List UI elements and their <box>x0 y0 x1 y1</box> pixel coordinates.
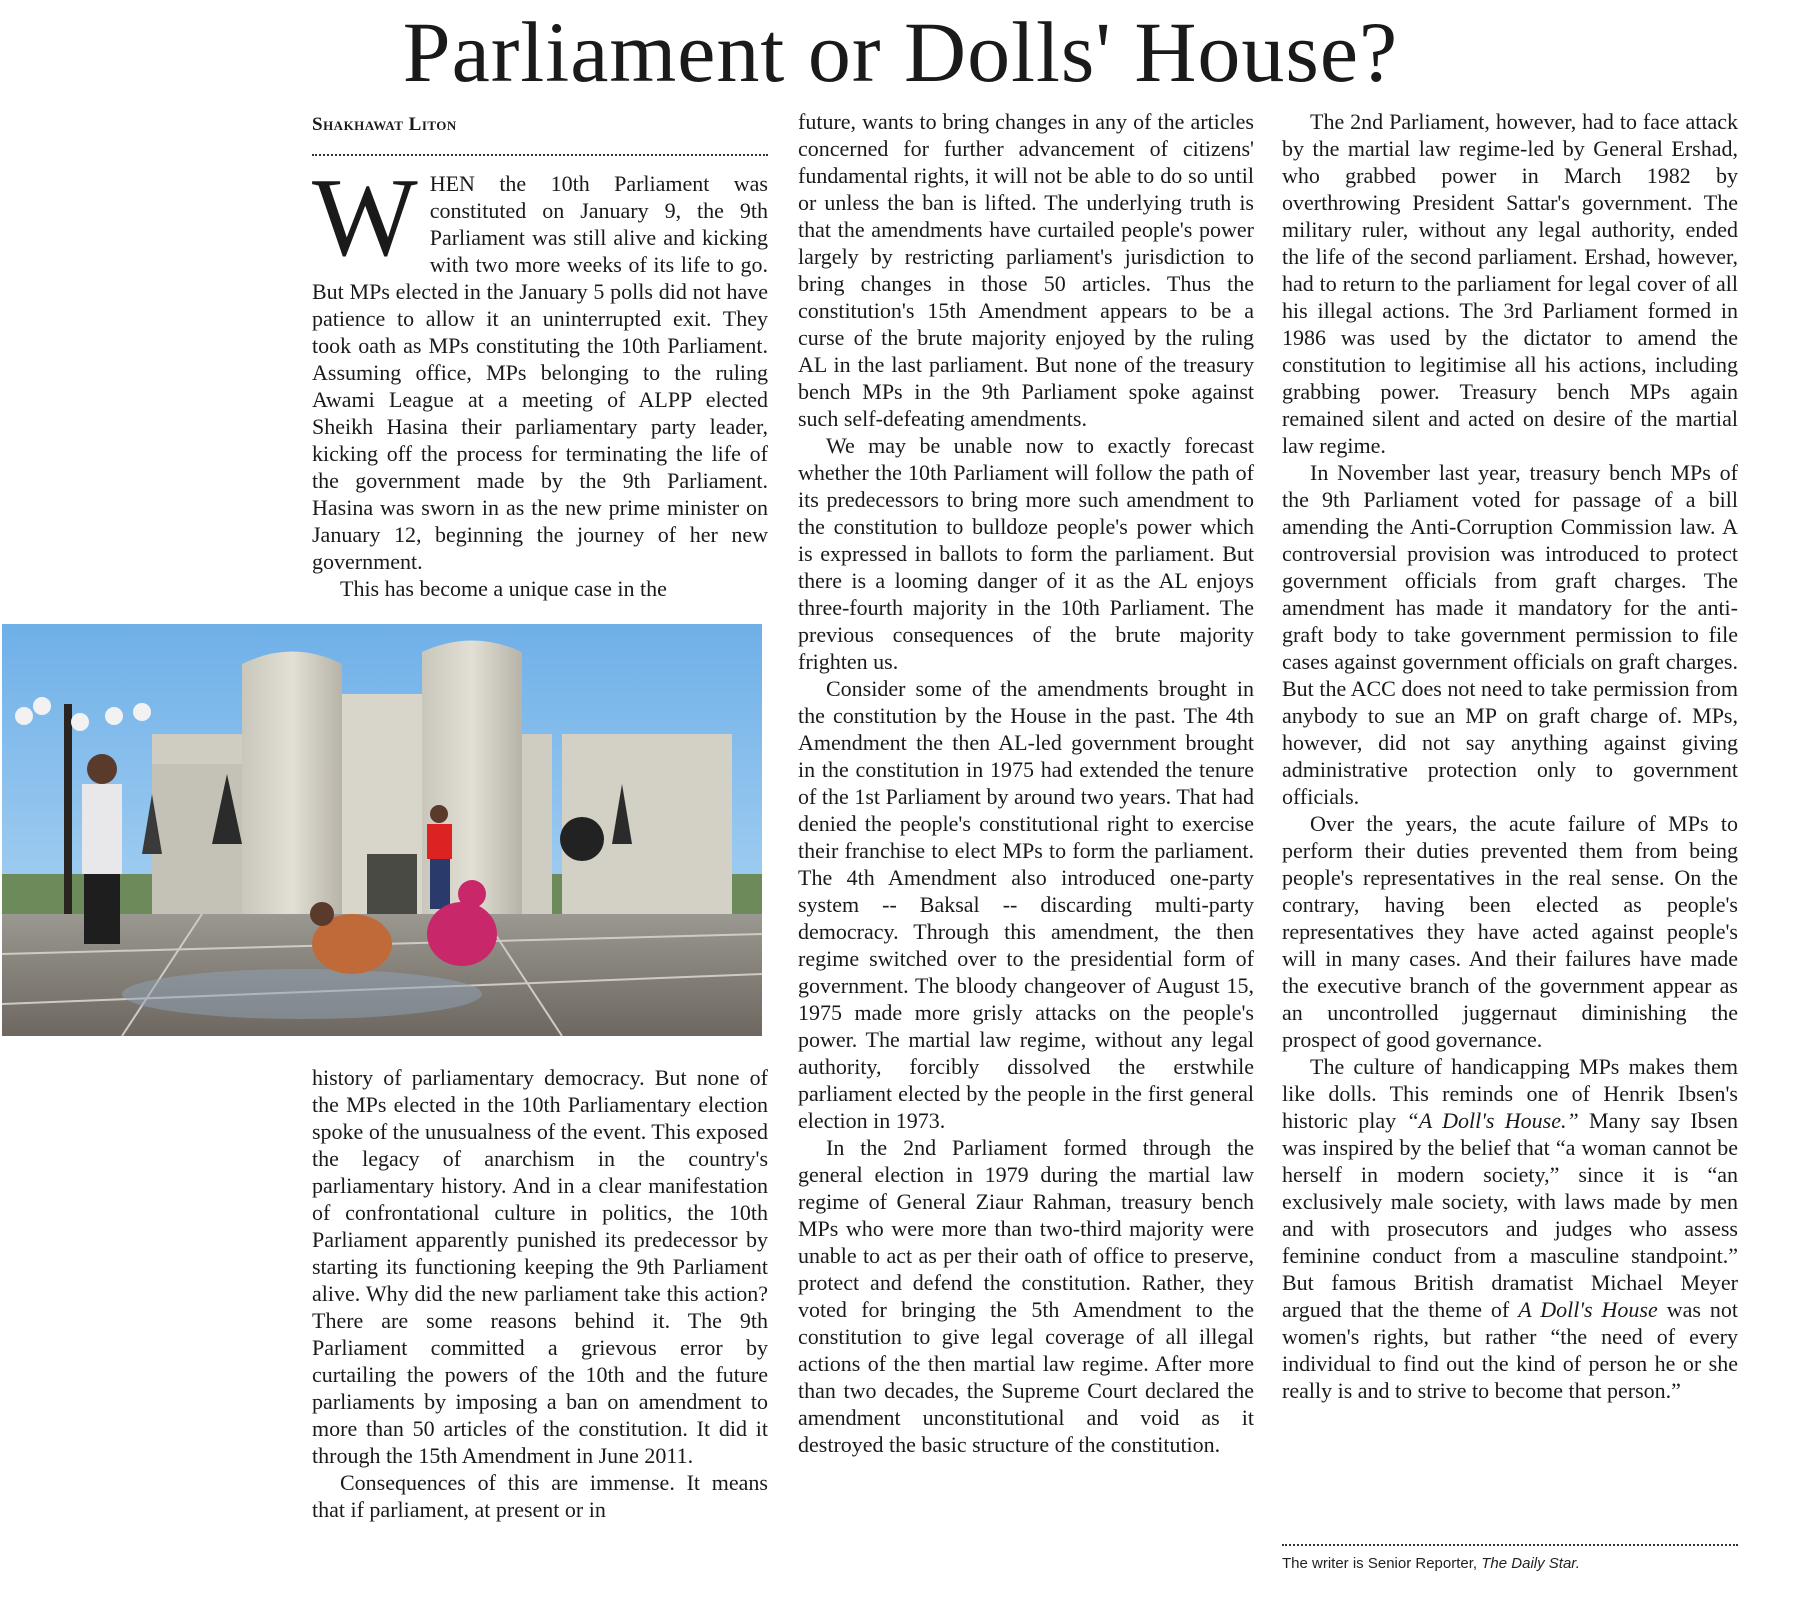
paragraph: Consider some of the amendments brought in the constitution by the House in the past. The 4th Amendment the then AL-led government brought in the constitution in 1975 had extended the tenure of the 1st Parliament by around two years. That had denied the people's constitutional right to exercise their franchise to elect MPs to form the parliament. The 4th Amendment also introduced one-party system -- Baksal -- discarding multi-party democracy. Through this amendment, the then regime switched over to the presidential form of government. The bloody changeover of August 15, 1975 made more grisly attacks on the people's power. The martial law regime, without any legal authority, forcibly dissolved the erstwhile parliament elected by the people in the first general election in 1973. <box>798 676 1254 1133</box>
byline: Shakhawat Liton <box>312 114 457 135</box>
publication-name: The Daily Star. <box>1481 1555 1580 1572</box>
drop-cap: W <box>312 156 418 280</box>
paragraph: Consequences of this are immense. It means that if parliament, at present or in <box>312 1470 768 1522</box>
paragraph: history of parliamentary democracy. But none of the MPs elected in the 10th Parliamentary election spoke of the unusualness of the event. This exposed the legacy of anarchism in the country's parliamentary history. And in a clear manifestation of confrontational culture in politics, the 10th Parliament apparently punished its predecessor by starting its functioning keeping the 9th Parliament alive. Why did the new parliament take this action? There are some reasons behind it. The 9th Parliament committed a grievous error by curtailing the powers of the 10th and the future parliaments by imposing a ban on amendment to more than 50 articles of the constitution. It did it through the 15th Amendment in June 2011. <box>312 1065 769 1468</box>
paragraph: In November last year, treasury bench MPs of the 9th Parliament voted for passage of a bill amending the Anti-Corruption Commission law. A controversial provision was introduced to protect government officials from graft charges. The amendment has made it mandatory for the anti-graft body to take government permission to file cases against government officials on graft charges. But the ACC does not need to take permission from anybody to sue an MP on graft charge of. MPs, however, did not say anything against giving administrative protection only to government officials. <box>1282 460 1738 809</box>
paragraph: Over the years, the acute failure of MPs to perform their duties prevented them from being people's representatives in the real sense. On the contrary, having been elected as people's representatives they have acted against people's will in many cases. And their failures have made the executive branch of the government appear as an uncontrolled juggernaut diminishing the prospect of good governance. <box>1282 811 1738 1052</box>
article-title: Parliament or Dolls' House? <box>402 4 1399 100</box>
column-1-bottom <box>312 1064 768 1523</box>
play-title: A Doll's House <box>1518 1297 1658 1322</box>
paragraph: The culture of handicapping MPs makes them like dolls. This reminds one of Henrik Ibsen's historic play “A Doll's House.” Many say Ibsen was inspired by the belief that “a woman cannot be herself in modern society,” since it is “an exclusively male society, with laws made by men and with prosecutors and judges who assess feminine conduct from a masculine standpoint.” But famous British dramatist Michael Meyer argued that the theme of A Doll's House was not women's rights, but rather “the need of every individual to find out the kind of person he or she really is and to strive to become that person.” <box>1282 1054 1739 1403</box>
author-footnote: The writer is Senior Reporter, The Daily Star. <box>1282 1555 1580 1572</box>
footnote-divider <box>1282 1544 1738 1546</box>
parliament-photo <box>2 624 762 1036</box>
column-1-top <box>312 156 768 602</box>
paragraph: WHEN the 10th Parliament was constituted on January 9, the 9th Parliament was still alive and kicking with two more weeks of its life to go. But MPs elected in the January 5 polls did not have patience to allow it an uninterrupted exit. They took oath as MPs constituting the 10th Parliament. Assuming office, MPs belonging to the ruling Awami League at a meeting of ALPP elected Sheikh Hasina their parliamentary party leader, kicking off the process for terminating the life of the government made by the 9th Parliament. Hasina was sworn in as the new prime minister on January 12, beginning the journey of her new government. <box>312 156 768 574</box>
column-3 <box>1282 108 1738 1404</box>
paragraph: We may be unable now to exactly forecast whether the 10th Parliament will follow the path of its predecessors to bring more such amendment to the constitution to bulldoze people's power which is expressed in ballots to form the parliament. But there is a looming danger of it as the AL enjoys three-fourth majority in the 10th Parliament. The previous consequences of the brute majority frighten us. <box>798 433 1254 674</box>
paragraph: The 2nd Parliament, however, had to face attack by the martial law regime-led by General Ershad, who grabbed power in March 1982 by overthrowing President Sattar's government. The military ruler, without any legal authority, ended the life of the second parliament. Ershad, however, had to return to the parliament for legal cover of all his illegal actions. The 3rd Parliament formed in 1986 was used by the dictator to amend the constitution to legitimise all his actions, including grabbing power. Treasury bench MPs again remained silent and acted on desire of the martial law regime. <box>1282 109 1738 458</box>
play-title: “A Doll's House.” <box>1406 1108 1579 1133</box>
paragraph: This has become a unique case in the <box>340 576 667 601</box>
paragraph: future, wants to bring changes in any of the articles concerned for further advancement of citizens' fundamental rights, it will not be able to do so until or unless the ban is lifted. The underlying truth is that the amendments have curtailed people's power largely by restricting parliament's jurisdiction to bring changes in those 50 articles. Thus the constitution's 15th Amendment appears to be a curse of the brute majority enjoyed by the ruling AL in the last parliament. But none of the treasury bench MPs in the 9th Parliament spoke against such self-defeating amendments. <box>798 109 1254 431</box>
paragraph: In the 2nd Parliament formed through the general election in 1979 during the martial law regime of General Ziaur Rahman, treasury bench MPs who were more than two-third majority were unable to act as per their oath of office to preserve, protect and defend the constitution. Rather, they voted for bringing the 5th Amendment to the constitution to give legal coverage of all illegal actions of the then martial law regime. After more than two decades, the Supreme Court declared the amendment unconstitutional and void as it destroyed the basic structure of the constitution. <box>798 1135 1254 1457</box>
column-2 <box>798 108 1254 1458</box>
